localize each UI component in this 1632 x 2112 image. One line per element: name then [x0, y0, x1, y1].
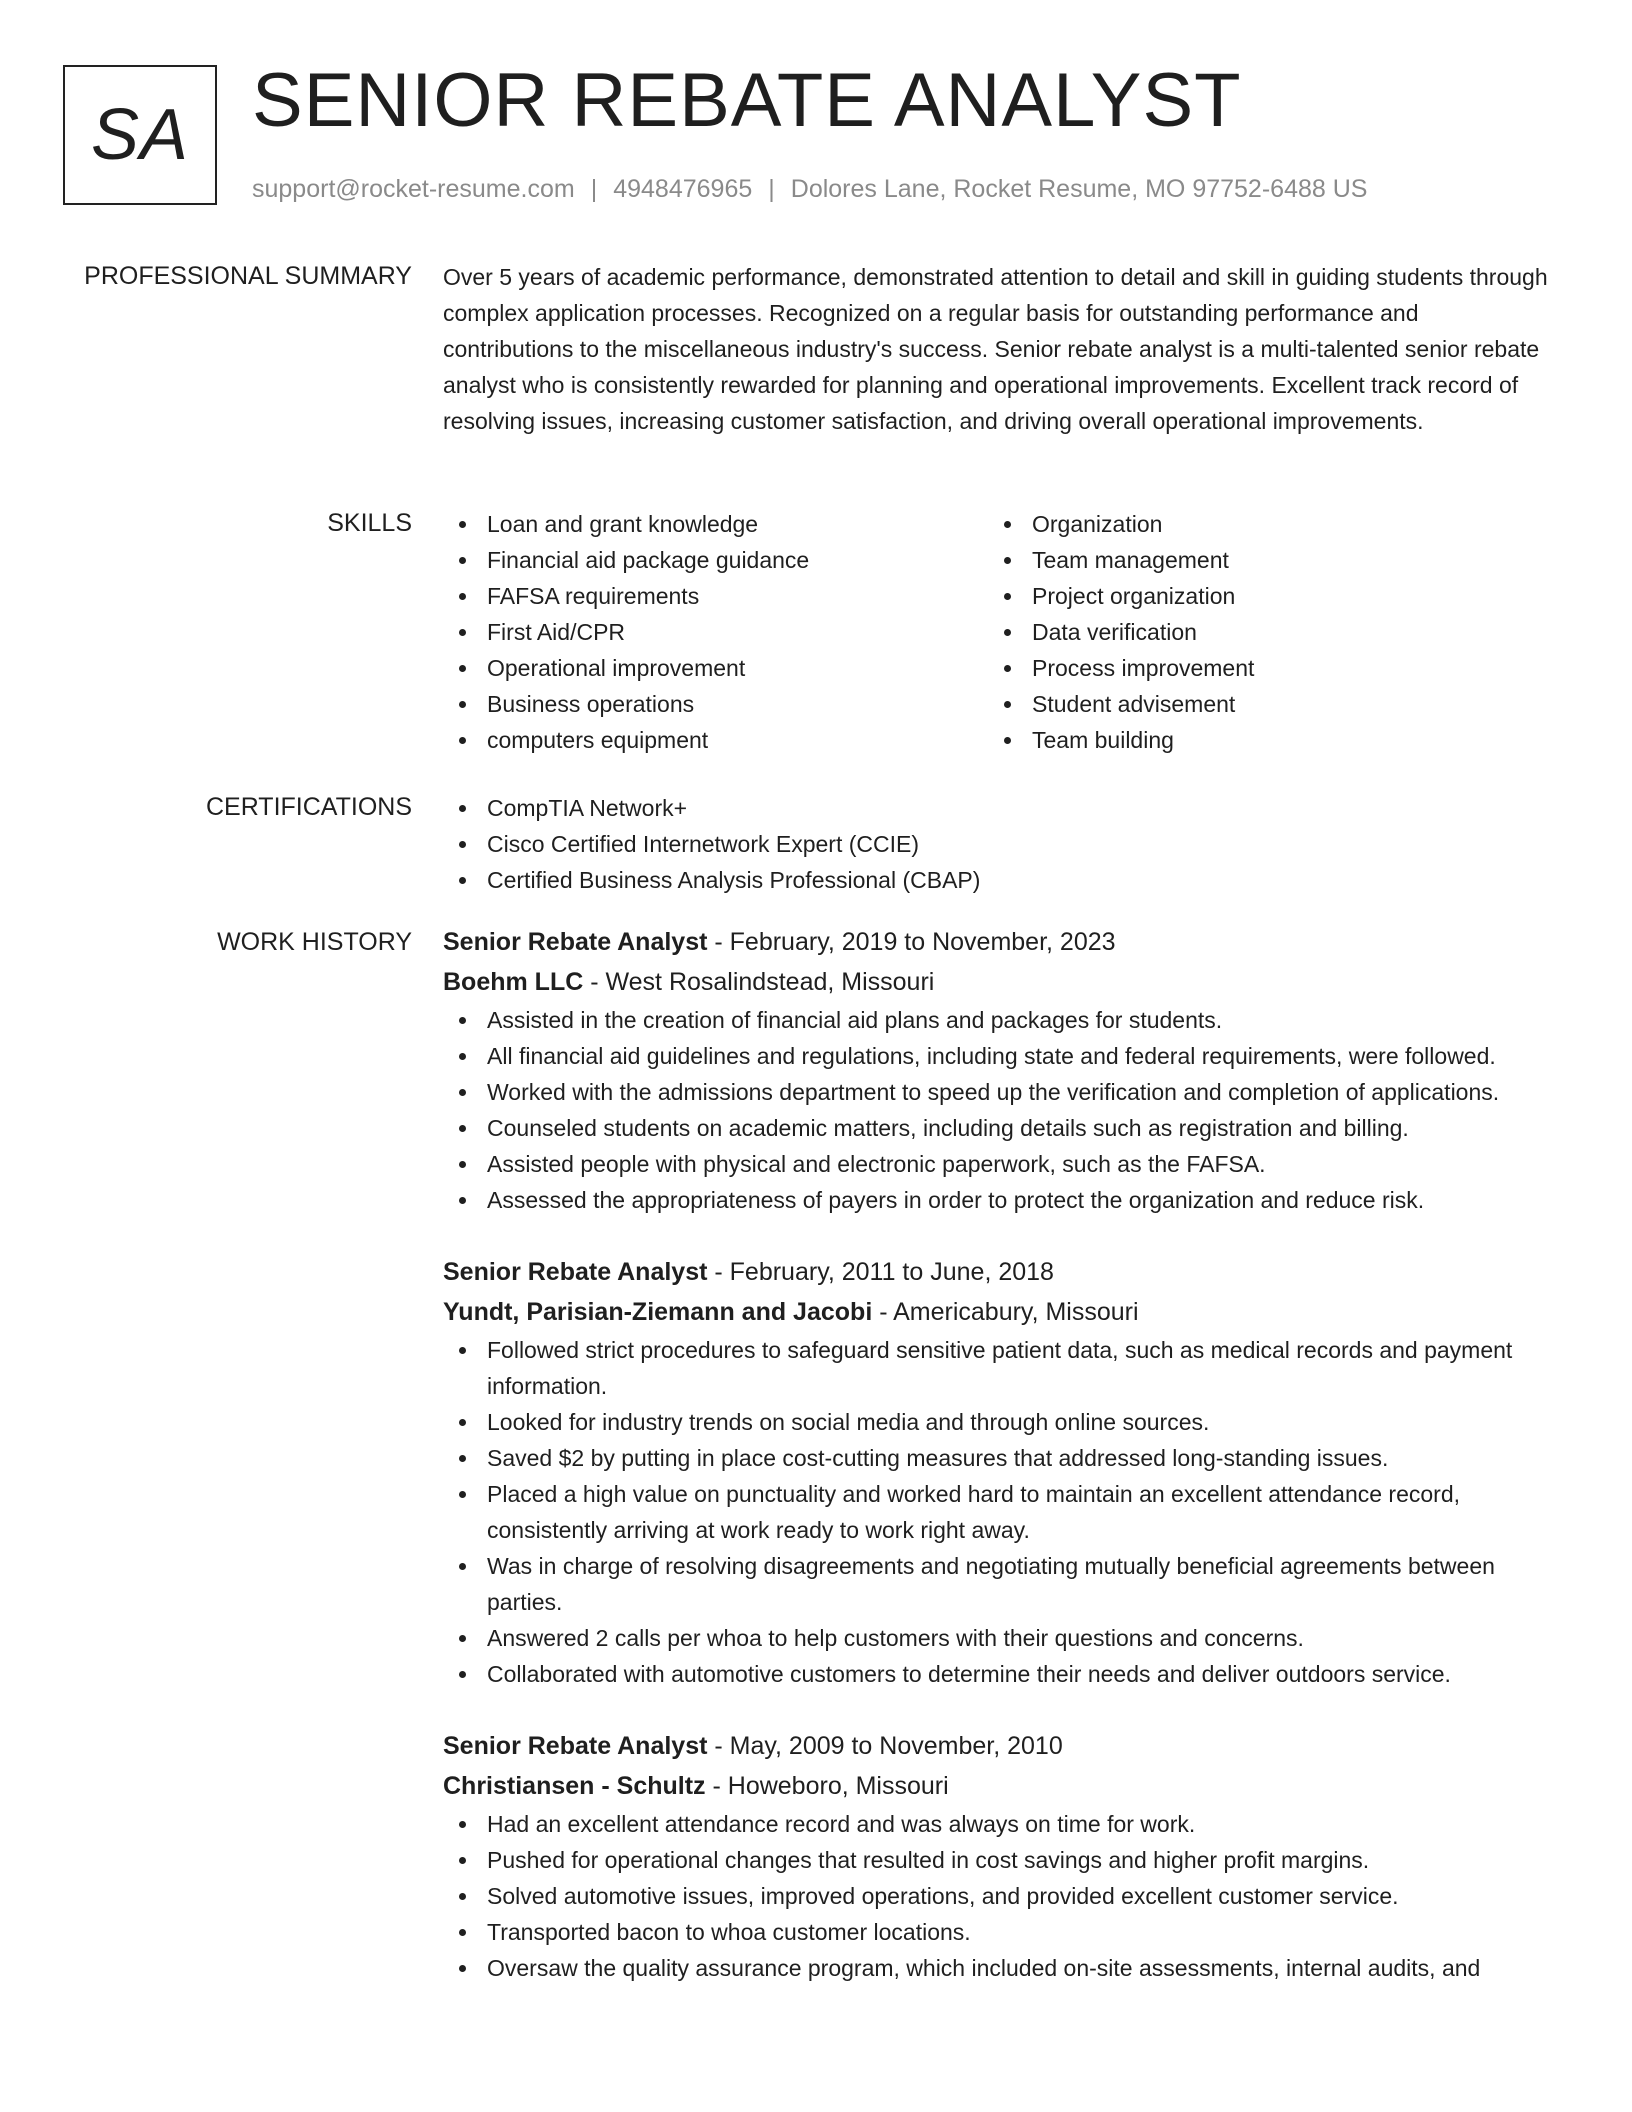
skill-item: Operational improvement: [443, 650, 988, 686]
summary-text: Over 5 years of academic performance, demonstrated attention to detail and skill in guiding students through complex application processes. Recognized on a regular basis for outstanding performance and contributions to the miscellaneous industry's success. Senior rebate analyst is a multi-talented senior rebate analyst who is consistently rewarded for planning and operational improvements. Excellent track record of resolving issues, increasing customer satisfaction, and driving overall operational improvements.: [443, 264, 1548, 434]
skill-item: Data verification: [988, 614, 1533, 650]
skill-item: First Aid/CPR: [443, 614, 988, 650]
skill-item: Financial aid package guidance: [443, 542, 988, 578]
skill-item: Student advisement: [988, 686, 1533, 722]
job-bullet: Looked for industry trends on social media and through online sources.: [443, 1404, 1555, 1440]
skills-list-left: [443, 506, 988, 758]
skills-column-left: [443, 506, 988, 758]
job-bullet: Saved $2 by putting in place cost-cutting measures that addressed long-standing issues.: [443, 1440, 1555, 1476]
job-bullet: Collaborated with automotive customers to determine their needs and deliver outdoors service.: [443, 1656, 1555, 1692]
certifications-label: CERTIFICATIONS: [205, 793, 412, 821]
certification-item: Certified Business Analysis Professional (CBAP): [443, 862, 1555, 898]
job-bullet: Had an excellent attendance record and was always on time for work.: [443, 1806, 1555, 1842]
skills-section: [443, 506, 1555, 758]
skill-item: Project organization: [988, 578, 1533, 614]
job-bullet: Was in charge of resolving disagreements and negotiating mutually beneficial agreements between parties.: [443, 1548, 1555, 1620]
skill-item: computers equipment: [443, 722, 988, 758]
job-bullet: Assessed the appropriateness of payers in order to protect the organization and reduce risk.: [443, 1182, 1555, 1218]
skill-item: Team management: [988, 542, 1533, 578]
job-company: Yundt, Parisian-Ziemann and Jacobi: [443, 1298, 873, 1326]
work-history-section: [443, 922, 1555, 2020]
job-entry: [443, 922, 1555, 1218]
job-bullet: Worked with the admissions department to speed up the verification and completion of applications.: [443, 1074, 1555, 1110]
job-title: Senior Rebate Analyst: [443, 928, 708, 956]
job-company-line: [443, 1292, 1555, 1332]
job-company-line: [443, 962, 1555, 1002]
job-bullet: Assisted in the creation of financial aid plans and packages for students.: [443, 1002, 1555, 1038]
job-title: Senior Rebate Analyst: [443, 1732, 708, 1760]
job-bullet: Pushed for operational changes that resulted in cost savings and higher profit margins.: [443, 1842, 1555, 1878]
job-dates: - May, 2009 to November, 2010: [707, 1732, 1063, 1760]
certification-item: Cisco Certified Internetwork Expert (CCIE): [443, 826, 1555, 862]
work-history-label: WORK HISTORY: [217, 928, 412, 956]
job-location: - Americabury, Missouri: [872, 1298, 1139, 1326]
certifications-list: [443, 790, 1555, 898]
job-title: Senior Rebate Analyst: [443, 1258, 708, 1286]
certification-item: CompTIA Network+: [443, 790, 1555, 826]
job-bullet: Oversaw the quality assurance program, which included on-site assessments, internal audits, and: [443, 1950, 1555, 1986]
job-dates: - February, 2011 to June, 2018: [707, 1258, 1054, 1286]
skill-item: Organization: [988, 506, 1533, 542]
job-entry: [443, 1252, 1555, 1692]
job-dates: - February, 2019 to November, 2023: [707, 928, 1116, 956]
job-company: Boehm LLC: [443, 968, 584, 996]
skill-item: Process improvement: [988, 650, 1533, 686]
job-location: - West Rosalindstead, Missouri: [583, 968, 935, 996]
contact-separator: |: [768, 175, 775, 203]
job-bullet: Transported bacon to whoa customer locations.: [443, 1914, 1555, 1950]
job-entry: [443, 1726, 1555, 1986]
job-bullet: Answered 2 calls per whoa to help customers with their questions and concerns.: [443, 1620, 1555, 1656]
monogram-badge: SA: [63, 65, 217, 205]
contact-address: Dolores Lane, Rocket Resume, MO 97752-6488 US: [790, 175, 1368, 203]
contact-phone: 4948476965: [613, 175, 753, 203]
job-bullet: Solved automotive issues, improved operations, and provided excellent customer service.: [443, 1878, 1555, 1914]
summary-label: PROFESSIONAL SUMMARY: [84, 262, 412, 290]
job-title-line: [443, 1252, 1555, 1292]
job-bullet: Placed a high value on punctuality and worked hard to maintain an excellent attendance record, consistently arriving at work ready to work right away.: [443, 1476, 1555, 1548]
job-bullet: Followed strict procedures to safeguard sensitive patient data, such as medical records and payment information.: [443, 1332, 1555, 1404]
job-company: Christiansen - Schultz: [443, 1772, 706, 1800]
job-bullet: Assisted people with physical and electronic paperwork, such as the FAFSA.: [443, 1146, 1555, 1182]
job-company-line: [443, 1766, 1555, 1806]
job-bullet-list: [443, 1332, 1555, 1692]
summary-section: [443, 259, 1555, 439]
contact-separator: |: [590, 175, 598, 203]
job-bullet-list: [443, 1002, 1555, 1218]
job-bullet-list: [443, 1806, 1555, 1986]
skills-column-right: [988, 506, 1533, 758]
resume-title: SENIOR REBATE ANALYST: [252, 58, 1242, 143]
skill-item: Business operations: [443, 686, 988, 722]
job-bullet: Counseled students on academic matters, including details such as registration and billing.: [443, 1110, 1555, 1146]
job-title-line: [443, 922, 1555, 962]
skills-list-right: [988, 506, 1533, 758]
skill-item: FAFSA requirements: [443, 578, 988, 614]
job-location: - Howeboro, Missouri: [705, 1772, 949, 1800]
contact-line: [252, 173, 1367, 205]
skill-item: Loan and grant knowledge: [443, 506, 988, 542]
job-title-line: [443, 1726, 1555, 1766]
skill-item: Team building: [988, 722, 1533, 758]
certifications-section: [443, 790, 1555, 898]
job-bullet: All financial aid guidelines and regulations, including state and federal requirements, were followed.: [443, 1038, 1555, 1074]
contact-email: support@rocket-resume.com: [252, 175, 575, 203]
skills-label: SKILLS: [327, 509, 412, 537]
